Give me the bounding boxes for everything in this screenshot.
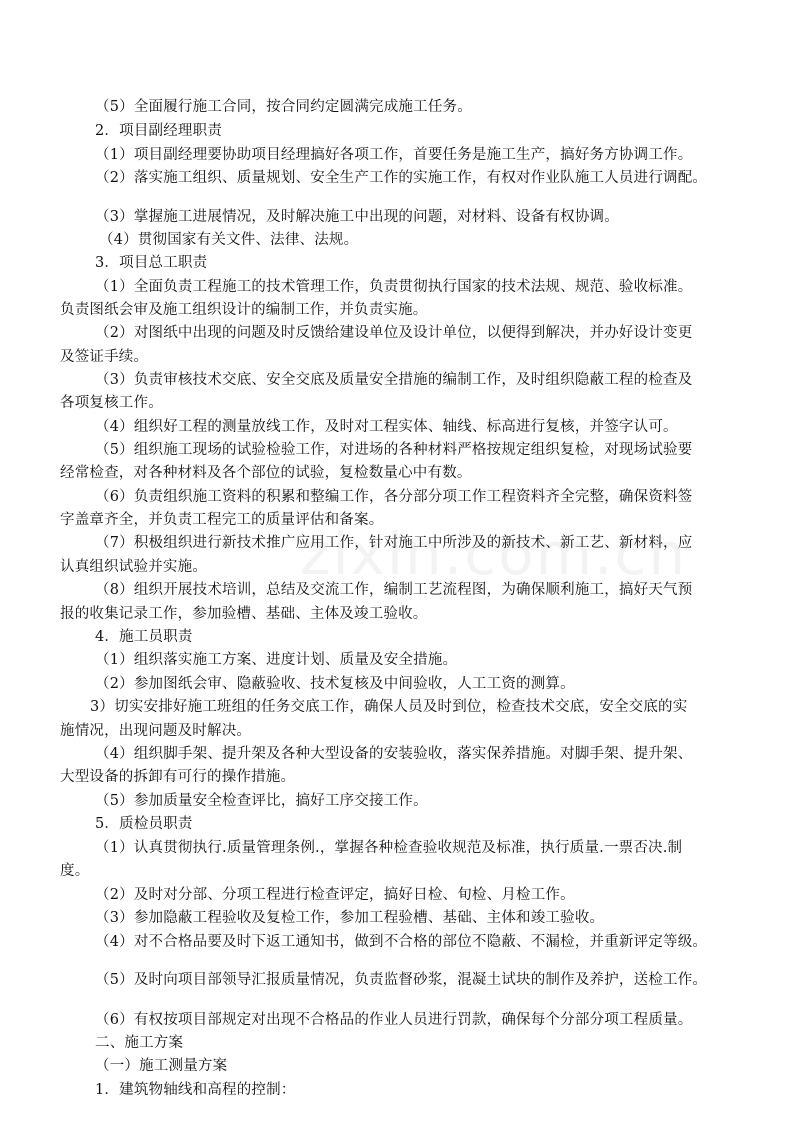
- section-heading: 二、施工方案: [95, 1035, 184, 1051]
- text-line: （2）及时对分部、分项工程进行检查评定，搞好日检、旬检、月检工作。: [95, 887, 575, 903]
- text-line: （1）组织落实施工方案、进度计划、质量及安全措施。: [95, 652, 458, 668]
- text-line: （1）全面负责工程施工的技术管理工作，负责贯彻执行国家的技术法规、规范、验收标准。: [95, 279, 693, 295]
- text-line: （4）对不合格品要及时下返工通知书，做到不合格的部位不隐蔽、不漏检，并重新评定等级。: [95, 934, 708, 950]
- text-line: （2）对图纸中出现的问题及时反馈给建设单位及设计单位，以便得到解决，并办好设计变更: [95, 325, 693, 341]
- section-heading: 4．施工员职责: [95, 629, 193, 645]
- text-line: （3）负责审核技术交底、安全交底及质量安全措施的编制工作，及时组织隐蔽工程的检查及: [95, 372, 693, 388]
- text-line: 大型设备的拆卸有可行的操作措施。: [60, 769, 296, 785]
- text-line: （4）组织好工程的测量放线工作，及时对工程实体、轴线、标高进行复核，并签字认可。: [95, 419, 678, 435]
- text-line: （8）组织开展技术培训，总结及交流工作，编制工艺流程图，为确保顺利施工，搞好天气预: [95, 582, 693, 598]
- text-line: 认真组织试验并实施。: [60, 559, 207, 575]
- text-line: （3）掌握施工进展情况，及时解决施工中出现的问题，对材料、设备有权协调。: [95, 209, 619, 225]
- watermark: [300, 520, 687, 588]
- text-line: （6）有权按项目部规定对出现不合格品的作业人员进行罚款，确保每个分部分项工程质量。: [95, 1012, 693, 1028]
- text-line: 度。: [60, 863, 90, 879]
- text-line: 字盖章齐全，并负责工程完工的质量评估和备案。: [60, 512, 384, 528]
- text-line: （5）全面履行施工合同，按合同约定圆满完成施工任务。: [95, 99, 472, 115]
- section-heading: （一）施工测量方案: [95, 1058, 228, 1074]
- text-line: 各项复核工作。: [60, 395, 163, 411]
- text-line: （5）组织施工现场的试验检验工作，对进场的各种材料严格按规定组织复检，对现场试验要: [95, 442, 693, 458]
- text-line: （4）贯彻国家有关文件、法律、法规。: [99, 232, 359, 248]
- section-heading: 5．质检员职责: [95, 816, 193, 832]
- section-heading: 2．项目副经理职责: [95, 123, 223, 139]
- text-line: （5）及时向项目部领导汇报质量情况，负责监督砂浆，混凝土试块的制作及养护，送检工作。: [95, 972, 708, 988]
- text-line: 报的收集记录工作，参加验槽、基础、主体及竣工验收。: [60, 606, 428, 622]
- text-line: （2）落实施工组织、质量规划、安全生产工作的实施工作，有权对作业队施工人员进行调配。: [95, 170, 708, 186]
- text-line: （1）认真贯彻执行.质量管理条例.，掌握各种检查验收规范及标准，执行质量.一票否决.制: [95, 840, 683, 856]
- text-line: 负责图纸会审及施工组织设计的编制工作，并负责实施。: [60, 302, 428, 318]
- section-heading: 1．建筑物轴线和高程的控制：: [95, 1082, 296, 1098]
- text-line: 施情况，出现问题及时解决。: [60, 723, 252, 739]
- text-line: 3）切实安排好施工班组的任务交底工作，确保人员及时到位，检查技术交底，安全交底的实: [90, 699, 688, 715]
- text-line: （3）参加隐蔽工程验收及复检工作，参加工程验槽、基础、主体和竣工验收。: [95, 910, 605, 926]
- text-line: （7）积极组织进行新技术推广应用工作，针对施工中所涉及的新技术、新工艺、新材料，应: [95, 535, 693, 551]
- text-line: 及签证手续。: [60, 349, 149, 365]
- text-line: （5）参加质量安全检查评比，搞好工序交接工作。: [95, 793, 428, 809]
- text-line: （4）组织脚手架、提升架及各种大型设备的安装验收，落实保养措施。对脚手架、提升架、: [95, 746, 693, 762]
- text-line: （6）负责组织施工资料的积累和整编工作，各分部分项工作工程资料齐全完整，确保资料签: [95, 489, 693, 505]
- text-line: 经常检查，对各种材料及各个部位的试验，复检数量心中有数。: [60, 465, 472, 481]
- text-line: （1）项目副经理要协助项目经理搞好各项工作，首要任务是施工生产，搞好务方协调工作。: [95, 147, 693, 163]
- section-heading: 3．项目总工职责: [95, 255, 208, 271]
- text-line: （2）参加图纸会审、隐蔽验收、技术复核及中间验收，人工工资的测算。: [95, 676, 575, 692]
